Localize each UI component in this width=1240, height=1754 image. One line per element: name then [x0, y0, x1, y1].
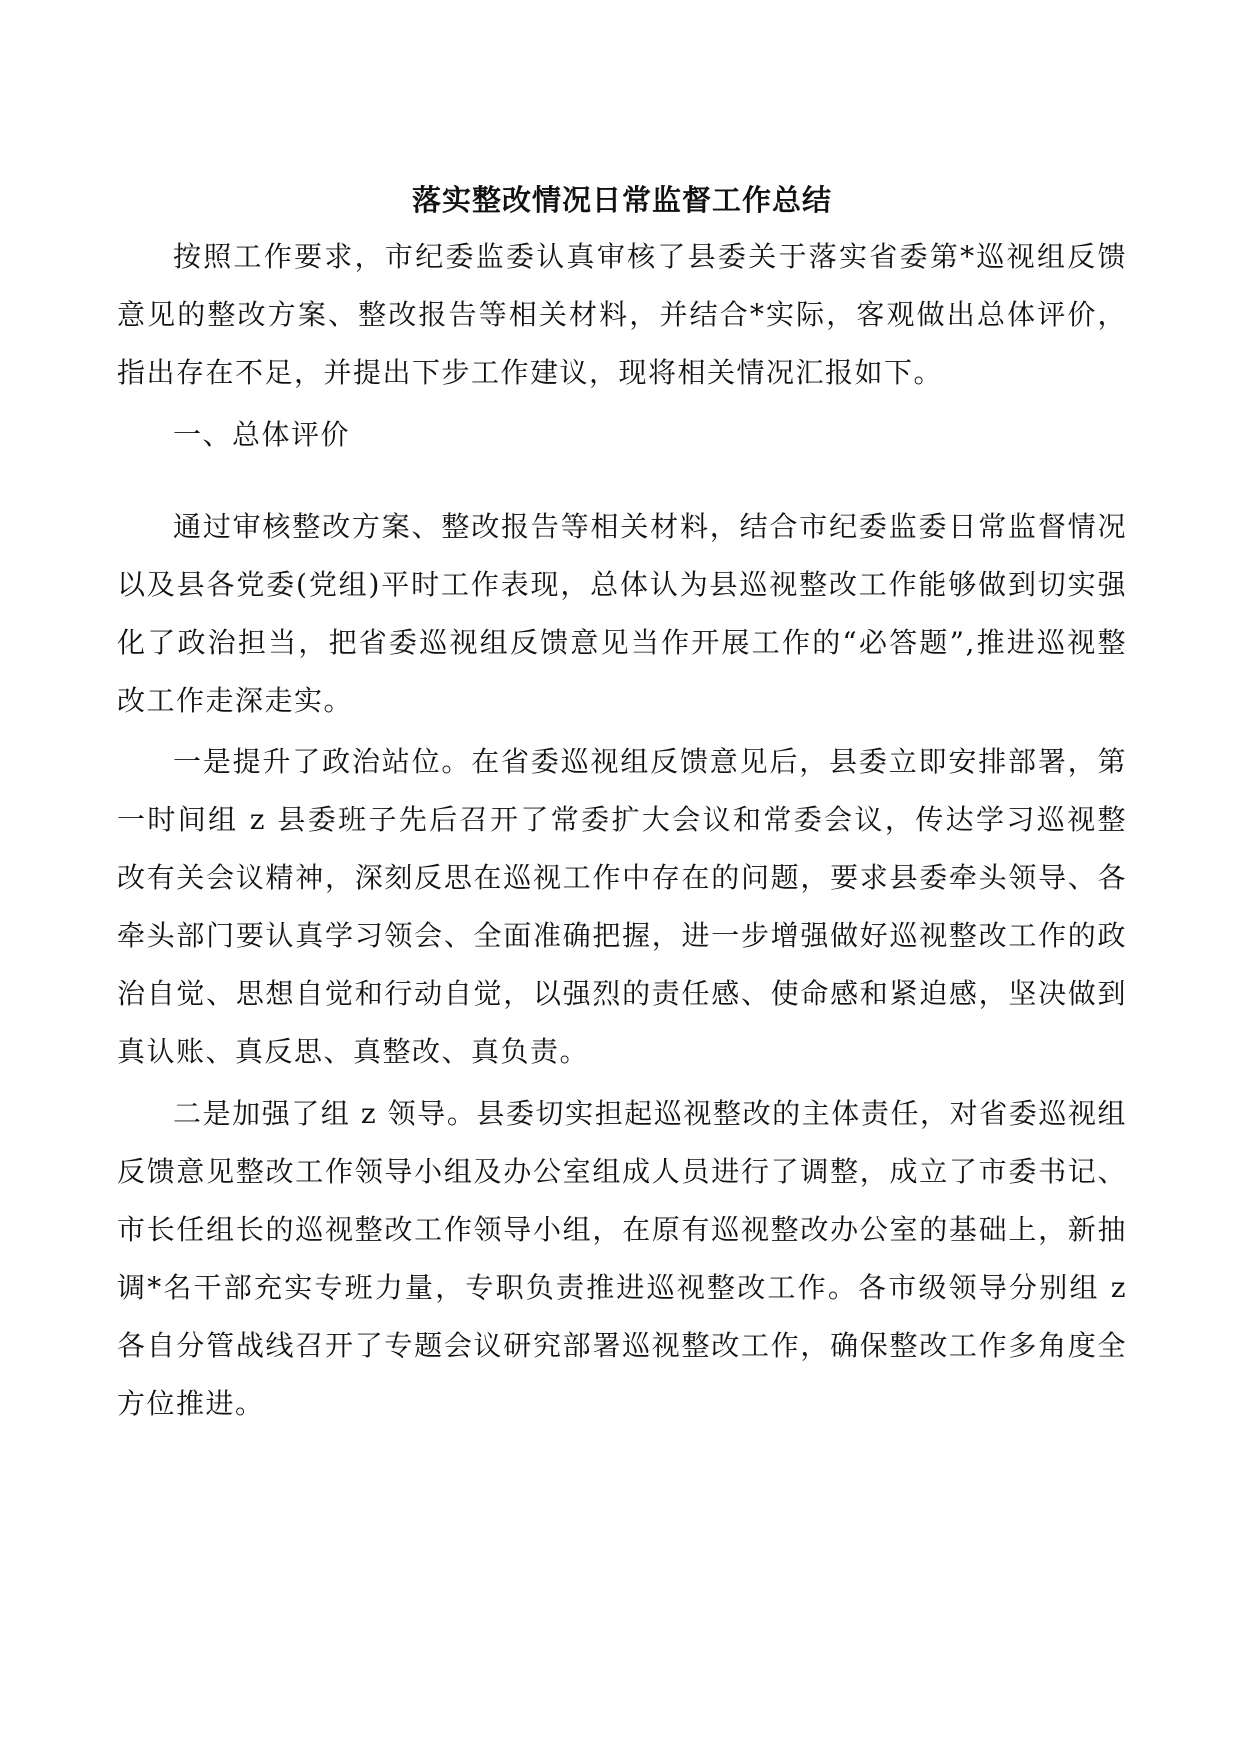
intro-paragraph: 按照工作要求，市纪委监委认真审核了县委关于落实省委第*巡视组反馈意见的整改方案、整改报告等相关材料，并结合*实际，客观做出总体评价，指出存在不足，并提出下步工作建议，现将相关情况汇报如下。 [117, 240, 1127, 389]
point-one-paragraph: 一是提升了政治站位。在省委巡视组反馈意见后，县委立即安排部署，第一时间组 z 县委班子先后召开了常委扩大会议和常委会议，传达学习巡视整改有关会议精神，深刻反思在巡视工作中存在的问题，要求县委牵头领导、各牵头部门要认真学习领会、全面准确把握，进一步增强做好巡视整改工作的政治自觉、思想自觉和行动自觉，以强烈的责任感、使命感和紧迫感，坚决做到真认账、真反思、真整改、真负责。 [117, 745, 1127, 1068]
point-two-paragraph: 二是加强了组 z 领导。县委切实担起巡视整改的主体责任，对省委巡视组反馈意见整改工作领导小组及办公室组成人员进行了调整，成立了市委书记、市长任组长的巡视整改工作领导小组，在原有巡视整改办公室的基础上，新抽调*名干部充实专班力量，专职负责推进巡视整改工作。各市级领导分别组 z 各自分管战线召开了专题会议研究部署巡视整改工作，确保整改工作多角度全方位推进。 [117, 1097, 1127, 1420]
document-page [117, 0, 1127, 1754]
document-title: 落实整改情况日常监督工作总结 [411, 183, 832, 217]
overview-paragraph: 通过审核整改方案、整改报告等相关材料，结合市纪委监委日常监督情况以及县各党委(党组)平时工作表现，总体认为县巡视整改工作能够做到切实强化了政治担当，把省委巡视组反馈意见当作开展工作的“必答题”,推进巡视整改工作走深走实。 [117, 510, 1127, 717]
section-heading-overall-evaluation: 一、总体评价 [173, 418, 351, 451]
